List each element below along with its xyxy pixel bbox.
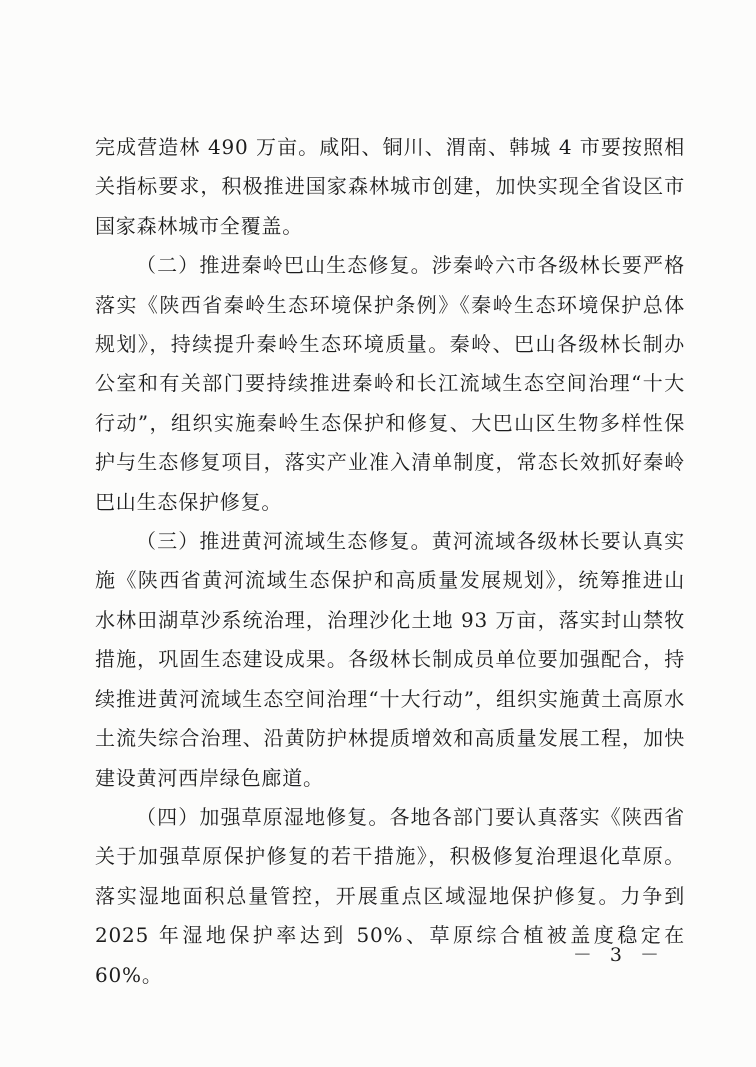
paragraph-2: （二）推进秦岭巴山生态修复。涉秦岭六市各级林长要严格落实《陕西省秦岭生态环境保护条例》《秦岭生态环境保护总体规划》，持续提升秦岭生态环境质量。秦岭、巴山各级林长制办公室和有关部门要持续推进秦岭和长江流域生态空间治理“十大行动”，组织实施秦岭生态保护和修复、大巴山区生物多样性保护与生态修复项目，落实产业准入清单制度，常态长效抓好秦岭巴山生态保护修复。 [95,253,685,514]
paragraph-4: （四）加强草原湿地修复。各地各部门要认真落实《陕西省关于加强草原保护修复的若干措施》，积极修复治理退化草原。落实湿地面积总量管控，开展重点区域湿地保护修复。力争到 2025 年湿地保护率达到 50%、草原综合植被盖度稳定在 60%。 [95,804,685,987]
paragraph-3: （三）推进黄河流域生态修复。黄河流域各级林长要认真实施《陕西省黄河流域生态保护和高质量发展规划》，统筹推进山水林田湖草沙系统治理，治理沙化土地 93 万亩，落实封山禁牧措施，巩固生态建设成果。各级林长制成员单位要加强配合，持续推进黄河流域生态空间治理“十大行动”，组织实施黄土高原水土流失综合治理、沿黄防护林提质增效和高质量发展工程，加快建设黄河西岸绿色廊道。 [95,529,685,790]
paragraph-1: 完成营造林 490 万亩。咸阳、铜川、渭南、韩城 4 市要按照相关指标要求，积极推进国家森林城市创建，加快实现全省设区市国家森林城市全覆盖。 [95,135,685,238]
page-number: － 3 － [572,944,665,966]
document-body [95,128,685,995]
